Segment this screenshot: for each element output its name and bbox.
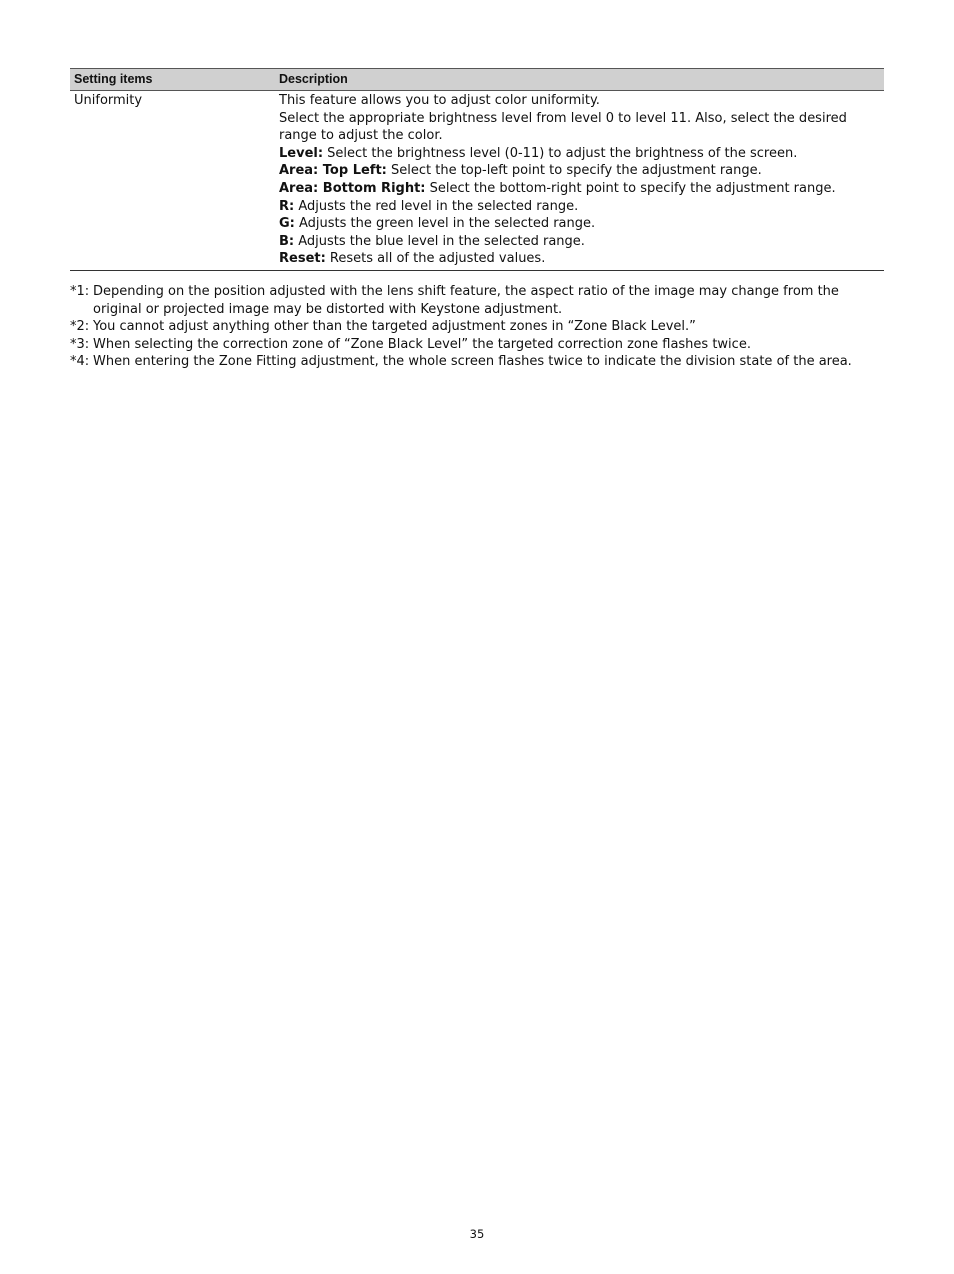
description-line-g: G: Adjusts the green level in the selected range. bbox=[279, 216, 596, 232]
footnote-mark: *4: bbox=[70, 354, 90, 370]
header-description: Description bbox=[275, 69, 884, 91]
footnote-text: When selecting the correction zone of “Zone Black Level” the targeted correction zone flashes twice. bbox=[93, 336, 751, 352]
table-row bbox=[70, 91, 884, 271]
page-number: 35 bbox=[469, 1227, 485, 1241]
footnote-text: Depending on the position adjusted with the lens shift feature, the aspect ratio of the image may change from the original or projected image may be distorted with Keystone adjustment. bbox=[93, 283, 839, 317]
footnote-mark: *3: bbox=[70, 336, 90, 352]
header-setting-items: Setting items bbox=[70, 69, 275, 91]
footnote-3 bbox=[70, 336, 884, 354]
description-line: This feature allows you to adjust color uniformity. bbox=[279, 93, 600, 108]
footnote-mark: *2: bbox=[70, 319, 90, 335]
description-line: Select the appropriate brightness level from level 0 to level 11. Also, select the desired range to adjust the color. bbox=[279, 110, 847, 144]
footnotes bbox=[70, 283, 884, 371]
description-line-r: R: Adjusts the red level in the selected range. bbox=[279, 198, 579, 214]
footnote-2 bbox=[70, 318, 884, 336]
footnote-mark: *1: bbox=[70, 283, 90, 299]
setting-description bbox=[275, 91, 884, 271]
page-content bbox=[70, 68, 884, 371]
description-line-area-top-left: Area: Top Left: Select the top-left point to specify the adjustment range. bbox=[279, 163, 762, 179]
description-line-level: Level: Select the brightness level (0-11) to adjust the brightness of the screen. bbox=[279, 145, 798, 161]
footnote-text: When entering the Zone Fitting adjustment, the whole screen flashes twice to indicate the division state of the area. bbox=[93, 354, 852, 370]
footnote-1 bbox=[70, 283, 884, 318]
description-line-b: B: Adjusts the blue level in the selected range. bbox=[279, 233, 585, 249]
table-header-row bbox=[70, 69, 884, 91]
description-line-reset: Reset: Resets all of the adjusted values. bbox=[279, 251, 546, 267]
setting-name: Uniformity bbox=[74, 93, 143, 108]
settings-table bbox=[70, 68, 884, 271]
footnote-text: You cannot adjust anything other than the targeted adjustment zones in “Zone Black Level.” bbox=[93, 319, 696, 335]
footnote-4 bbox=[70, 353, 884, 371]
description-line-area-bottom-right: Area: Bottom Right: Select the bottom-right point to specify the adjustment range. bbox=[279, 180, 836, 196]
